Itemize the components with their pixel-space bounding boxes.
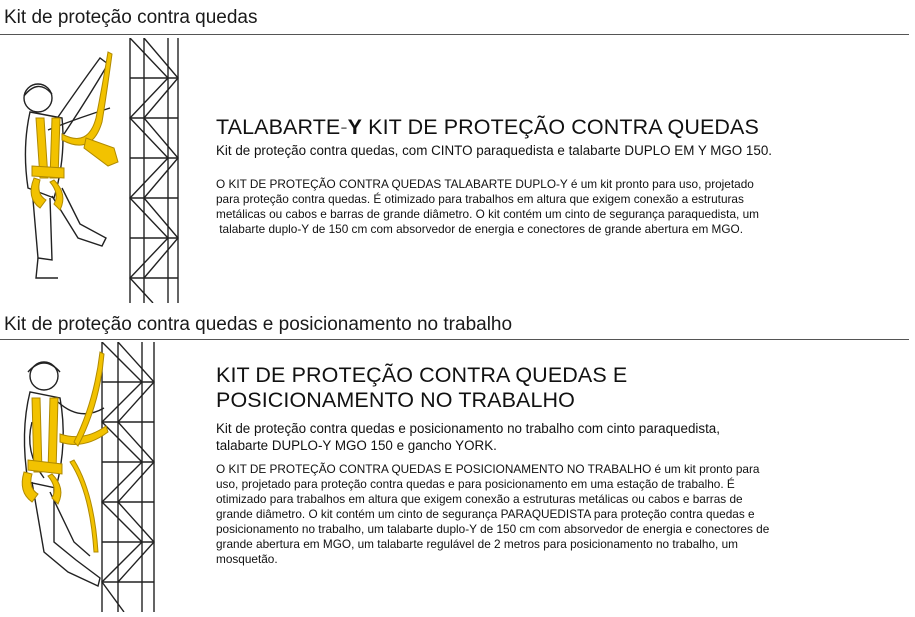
product-subtitle-fall-kit: Kit de proteção contra quedas, com CINTO paraquedista e talabarte DUPLO EM Y MGO 150. [216, 143, 772, 158]
section-divider [0, 34, 909, 35]
section-divider [0, 339, 909, 340]
product-description-fall-kit: O KIT DE PROTEÇÃO CONTRA QUEDAS TALABARTE DUPLO-Y é um kit pronto para uso, projetado para proteção contra quedas. É otimizado para trabalhos em altura que exigem conexão a estruturas metálicas ou cabos e barras de grande diâmetro. O kit contém um cinto de segurança paraquedista, um talabarte duplo-Y de 150 cm com absorvedor de energia e conectores de grande abertura em MGO. [216, 177, 759, 236]
product-title-positioning-kit: KIT DE PROTEÇÃO CONTRA QUEDAS E POSICIONAMENTO NO TRABALHO [216, 363, 628, 412]
product-subtitle-positioning-kit: Kit de proteção contra quedas e posicionamento no trabalho com cinto paraquedista, talabarte DUPLO-Y MGO 150 e gancho YORK. [216, 421, 720, 453]
section-heading-fall-positioning: Kit de proteção contra quedas e posicionamento no trabalho [4, 314, 513, 335]
product-description-positioning-kit: O KIT DE PROTEÇÃO CONTRA QUEDAS E POSICIONAMENTO NO TRABALHO é um kit pronto para uso, projetado para proteção contra quedas e para posicionamento em uma estação de trabalho. É otimizado para trabalhos em altura que exigem conexão a estruturas metálicas ou cabos e barras de grande diâmetro. O kit contém um cinto de segurança PARAQUEDISTA para proteção contra quedas e posicionamento no trabalho, um talabarte duplo-Y de 150 cm com absorvedor de energia e conectores de grande abertura em MGO, um talabarte regulável de 2 metros para posicionamento no trabalho, um mosquetão. [216, 462, 770, 566]
product-title-fall-kit: TALABARTE-Y KIT DE PROTEÇÃO CONTRA QUEDAS [216, 115, 759, 139]
climber-illustration-positioning-kit [14, 342, 179, 612]
section-heading-fall-protection: Kit de proteção contra quedas [4, 7, 258, 28]
climber-illustration-fall-kit [18, 38, 188, 303]
